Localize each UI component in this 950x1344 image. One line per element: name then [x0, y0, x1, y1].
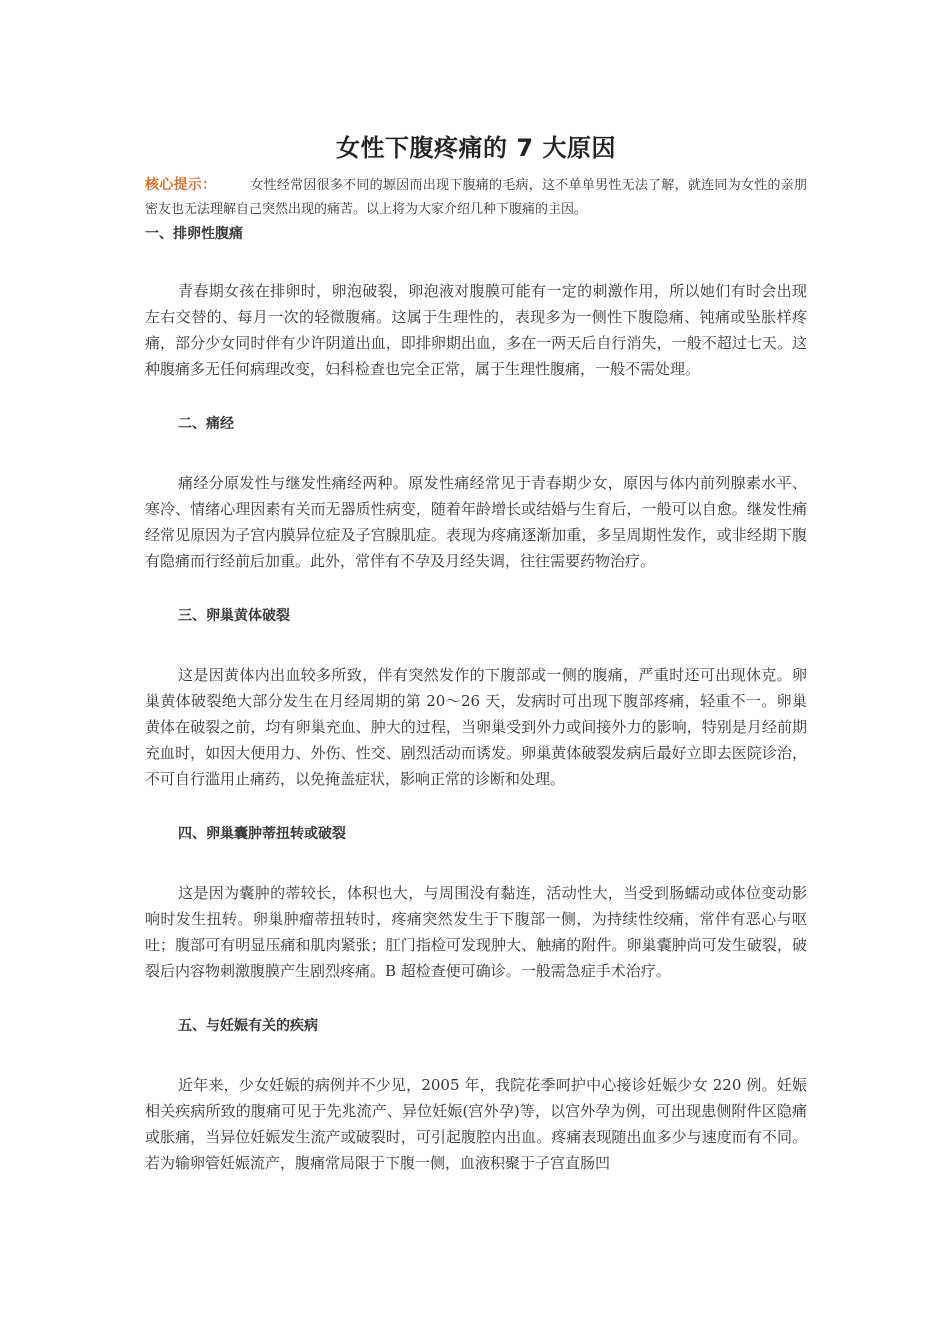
summary-label: 核心提示：: [145, 177, 217, 193]
section-heading-1: 一、排卵性腹痛: [145, 226, 243, 242]
section-body-4: 这是因为囊肿的蒂较长，体积也大，与周围没有黏连，活动性大，当受到肠蠕动或体位变动影响时发生扭转。卵巢肿瘤蒂扭转时，疼痛突然发生于下腹部一侧，为持续性绞痛，常伴有恶心与呕吐；腹部可有明显压痛和肌肉紧张；肛门指检可发现肿大、触痛的附件。卵巢囊肿尚可发生破裂，破裂后内容物刺激腹膜产生剧烈疼痛。B 超检查便可确诊。一般需急症手术治疗。: [145, 884, 807, 980]
section-body-3: 这是因黄体内出血较多所致，伴有突然发作的下腹部或一侧的腹痛，严重时还可出现休克。卵巢黄体破裂绝大部分发生在月经周期的第 20～26 天，发病时可出现下腹部疼痛，轻重不一。卵巢黄体在破裂之前，均有卵巢充血、肿大的过程，当卵巢受到外力或间接外力的影响，特别是月经前期充血时，如因大便用力、外伤、性交、剧烈活动而诱发。卵巢黄体破裂发病后最好立即去医院诊治，不可自行滥用止痛药，以免掩盖症状，影响正常的诊断和处理。: [145, 666, 807, 788]
section-heading-5: 五、与妊娠有关的疾病: [178, 1018, 318, 1034]
section-heading-3: 三、卵巢黄体破裂: [178, 608, 290, 624]
summary-text: 女性经常因很多不同的塬因而出现下腹痛的毛病，这不单单男性无法了解，就连同为女性的亲朋密友也无法理解自己突然出现的痛苦。以上将为大家介绍几种下腹痛的主因。: [145, 178, 807, 217]
section-heading-4: 四、卵巢囊肿蒂扭转或破裂: [178, 826, 346, 842]
document-content: [145, 128, 807, 1176]
summary-paragraph: [145, 173, 807, 222]
section-body-1: 青春期女孩在排卵时，卵泡破裂，卵泡液对腹膜可能有一定的刺激作用，所以她们有时会出现左右交替的、每月一次的轻微腹痛。这属于生理性的，表现多为一侧性下腹隐痛、钝痛或坠胀样疼痛，部分少女同时伴有少许阴道出血，即排卵期出血，多在一两天后自行消失，一般不超过七天。这种腹痛多无任何病理改变，妇科检查也完全正常，属于生理性腹痛，一般不需处理。: [145, 282, 807, 378]
section-body-2: 痛经分原发性与继发性痛经两种。原发性痛经常见于青春期少女，原因与体内前列腺素水平、寒冷、情绪心理因素有关而无器质性病变，随着年龄增长或结婚与生育后，一般可以自愈。继发性痛经常见原因为子宫内膜异位症及子宫腺肌症。表现为疼痛逐渐加重，多呈周期性发作，或非经期下腹有隐痛而行经前后加重。此外，常伴有不孕及月经失调，往往需要药物治疗。: [145, 474, 807, 570]
section-heading-2: 二、痛经: [178, 416, 234, 432]
document-title: 女性下腹疼痛的 7 大原因: [336, 134, 616, 162]
section-body-5: 近年来，少女妊娠的病例并不少见，2005 年，我院花季呵护中心接诊妊娠少女 220 例。妊娠相关疾病所致的腹痛可见于先兆流产、异位妊娠(宫外孕)等，以宫外孕为例，可出现患侧附件区隐痛或胀痛，当异位妊娠发生流产或破裂时，可引起腹腔内出血。疼痛表现随出血多少与速度而有不同。若为输卵管妊娠流产，腹痛常局限于下腹一侧，血液积聚于子宫直肠凹: [145, 1076, 807, 1172]
